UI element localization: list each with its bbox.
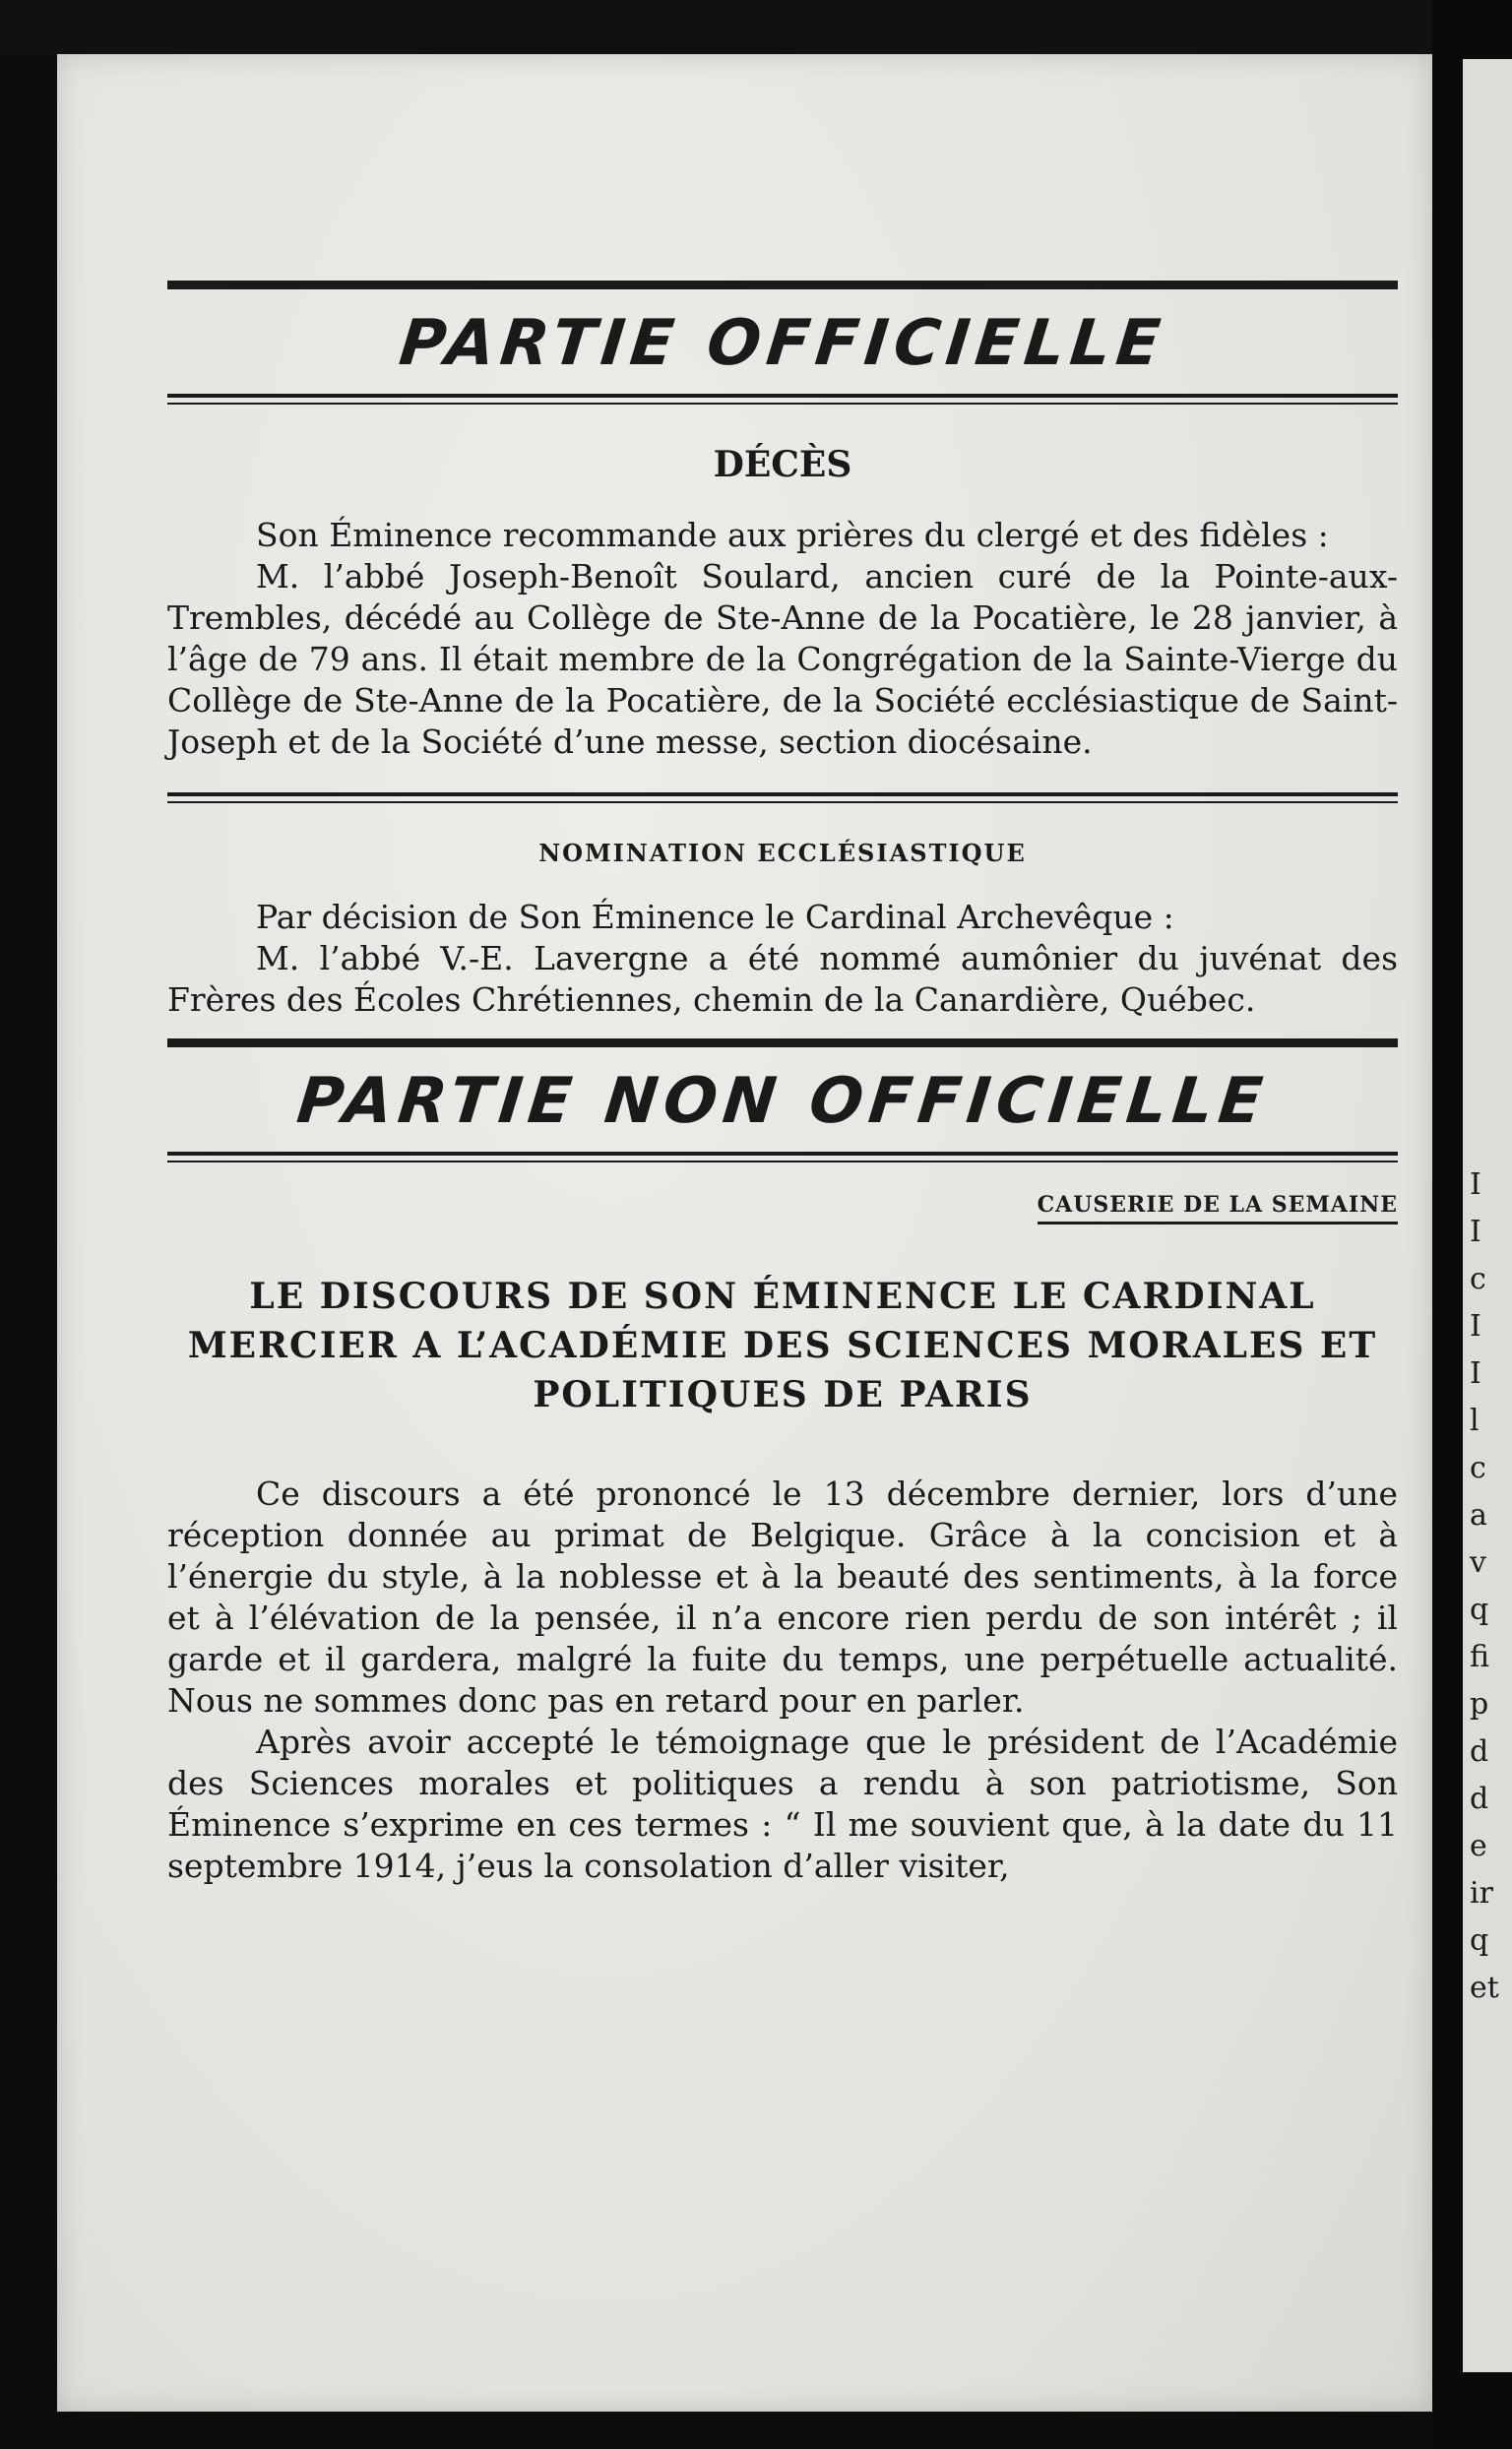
neighbor-letter: q — [1470, 1593, 1489, 1627]
rule — [167, 281, 1398, 289]
kicker — [167, 1192, 1398, 1218]
neighbor-page-letters — [1470, 1162, 1509, 2012]
paragraph: M. l’abbé V.-E. Lavergne a été nommé aumônier du juvénat des Frères des Écoles Chrétiennes, chemin de la Canardière, Québec. — [167, 939, 1398, 1019]
neighbor-letter: et — [1470, 1971, 1499, 2005]
neighbor-letter: p — [1470, 1687, 1489, 1722]
rule — [167, 792, 1398, 803]
film-border-top — [0, 0, 1512, 54]
neighbor-letter: q — [1470, 1923, 1489, 1958]
kicker-text: CAUSERIE DE LA SEMAINE — [1038, 1192, 1398, 1224]
neighbor-letter: c — [1470, 1451, 1486, 1485]
paragraph: Par décision de Son Éminence le Cardinal Archevêque : — [256, 898, 1174, 936]
rule — [167, 1152, 1398, 1162]
neighbor-letter: I — [1470, 1215, 1481, 1249]
neighbor-letter: I — [1470, 1356, 1481, 1391]
neighbor-letter: I — [1470, 1167, 1481, 1202]
paragraph: Ce discours a été prononcé le 13 décembre dernier, lors d’une réception donnée au primat de Belgique. Grâce à la concision et à l’énergie du style, à la noblesse et à la beauté des sentiments, à la force et à l’élévation de la pensée, il n’a encore rien perdu de son intérêt ; il garde et il gardera, malgré la fuite du temps, une perpétuelle actualité. Nous ne sommes donc pas en retard pour en parler. — [167, 1475, 1398, 1720]
article-title: LE DISCOURS DE SON ÉMINENCE LE CARDINAL MERCIER A L’ACADÉMIE DES SCIENCES MORALES ET POLITIQUES DE PARIS — [187, 1276, 1378, 1415]
neighbor-letter: a — [1470, 1498, 1487, 1533]
neighbor-letter: c — [1470, 1262, 1486, 1296]
neighbor-letter: l — [1470, 1404, 1480, 1438]
rule — [167, 394, 1398, 405]
section-title-non-officielle: PARTIE NON OFFICIELLE — [293, 1065, 1272, 1138]
neighbor-letter: e — [1470, 1829, 1487, 1863]
neighbor-letter: ir — [1470, 1876, 1493, 1911]
heading-nomination: NOMINATION ECCLÉSIASTIQUE — [538, 839, 1027, 867]
neighbor-letter: d — [1470, 1782, 1489, 1816]
neighbor-letter: d — [1470, 1734, 1489, 1769]
paragraph: M. l’abbé Joseph-Benoît Soulard, ancien curé de la Pointe-aux-Trembles, décédé au Collège de Ste-Anne de la Pocatière, le 28 janvier, à l’âge de 79 ans. Il était membre de la Congrégation de la Sainte-Vierge du Collège de Ste-Anne de la Pocatière, de la Société ecclésiastique de Saint-Joseph et de la Société d’une messe, section diocésaine. — [167, 557, 1398, 761]
neighbor-letter: fi — [1470, 1640, 1490, 1674]
paragraph: Son Éminence recommande aux prières du clergé et des fidèles : — [256, 516, 1329, 554]
section-title-officielle: PARTIE OFFICIELLE — [396, 307, 1169, 380]
rule — [167, 1038, 1398, 1047]
neighbor-letter: v — [1470, 1545, 1486, 1580]
neighbor-letter: I — [1470, 1309, 1481, 1344]
heading-deces: DÉCÈS — [713, 444, 852, 485]
page-content — [167, 281, 1398, 1887]
paragraph: Après avoir accepté le témoignage que le président de l’Académie des Sciences morales et politiques a rendu à son patriotisme, Son Éminence s’exprime en ces termes : “ Il me souvient que, à la date du 11 septembre 1914, j’eus la consolation d’aller visiter, — [167, 1723, 1398, 1885]
